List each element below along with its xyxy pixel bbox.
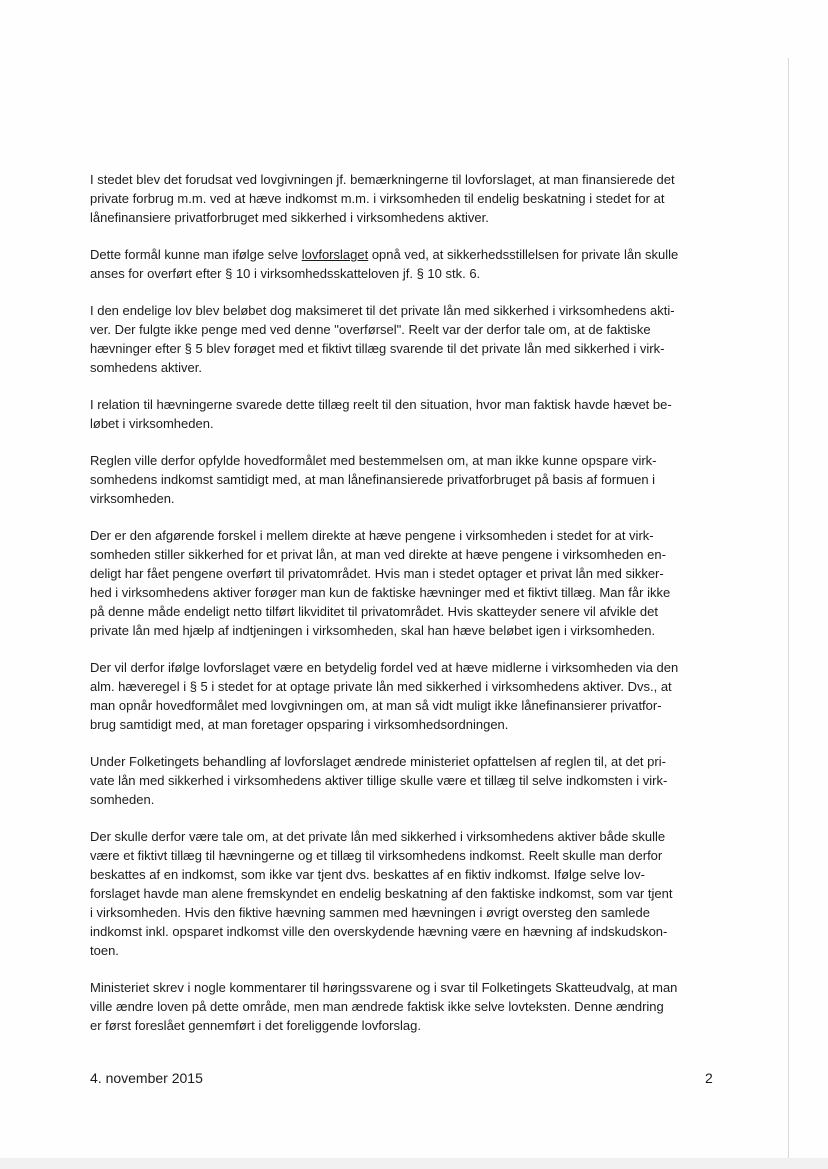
paragraph-10 [90,978,750,1035]
page-edge-line [788,58,789,1158]
text-line: beskattes af en indkomst, som ikke var tjent dvs. beskattes af en fiktiv indkomst. Ifølge selve lov- [90,867,645,882]
paragraph-5 [90,451,750,508]
text-line: ver. Der fulgte ikke penge med ved denne "overførsel". Reelt var der derfor tale om, at de faktiske [90,322,651,337]
paragraph-4 [90,395,750,433]
underlined-word-lovforslaget: lovforslaget [301,247,369,262]
text-segment: opnå ved, at sikkerhedsstillelsen for private lån skulle [368,247,679,262]
text-line: forslaget havde man alene fremskyndet en endelig beskatning af den faktiske indkomst, som var tjent [90,886,673,901]
text-line: somheden stiller sikkerhed for et privat lån, at man ved direkte at hæve pengene i virksomheden en- [90,547,666,562]
text-line: ville ændre loven på dette område, men man ændrede faktisk ikke selve lovteksten. Denne ændring [90,999,664,1014]
text-line: Reglen ville derfor opfylde hovedformålet med bestemmelsen om, at man ikke kunne opspare virk- [90,453,657,468]
text-line: Under Folketingets behandling af lovforslaget ændrede ministeriet opfattelsen af reglen til, at det pri- [90,754,666,769]
text-line: Der vil derfor ifølge lovforslaget være en betydelig fordel ved at hæve midlerne i virksomheden via den [90,660,679,675]
text-line: på denne måde endeligt netto tilført likviditet til privatområdet. Hvis skatteyder senere vil afvikle det [90,604,658,619]
text-line: Der skulle derfor være tale om, at det private lån med sikkerhed i virksomhedens aktiver både skulle [90,829,666,844]
text-line: vate lån med sikkerhed i virksomhedens aktiver tillige skulle være et tillæg til selve indkomsten i virk- [90,773,668,788]
paragraph-3 [90,301,750,377]
paragraph-2 [90,245,750,283]
text-line: anses for overført efter § 10 i virksomhedsskatteloven jf. § 10 stk. 6. [90,266,481,281]
text-line: I den endelige lov blev beløbet dog maksimeret til det private lån med sikkerhed i virksomhedens akti- [90,303,675,318]
text-line: I relation til hævningerne svarede dette tillæg reelt til den situation, hvor man faktisk havde hævet be- [90,397,672,412]
text-line: private lån med hjælp af indtjeningen i virksomheden, skal han hæve beløbet igen i virksomheden. [90,623,656,638]
paragraph-8 [90,752,750,809]
paragraph-1 [90,170,750,227]
text-line: private forbrug m.m. ved at hæve indkomst m.m. i virksomheden til endelig beskatning i stedet for at [90,191,665,206]
document-body [90,170,750,1053]
text-line: somhedens indkomst samtidigt med, at man lånefinansierede privatforbruget på basis af formuen i [90,472,656,487]
text-line: løbet i virksomheden. [90,416,214,431]
text-line: toen. [90,943,119,958]
text-line: hævninger efter § 5 blev forøget med et fiktivt tillæg svarende til det private lån med sikkerhed i virk- [90,341,665,356]
text-line: deligt har fået pengene overført til privatområdet. Hvis man i stedet optager et privat lån med sikker- [90,566,664,581]
text-segment: Dette formål kunne man ifølge selve [90,247,302,262]
text-line: hed i virksomhedens aktiver forøger man kun de faktiske hævninger med et fiktivt tillæg. Man får ikke [90,585,671,600]
page-number: 2 [705,1070,713,1086]
text-line: alm. hæveregel i § 5 i stedet for at optage private lån med sikkerhed i virksomhedens aktiver. Dvs., at [90,679,672,694]
footer-date: 4. november 2015 [90,1070,203,1086]
text-line: man opnår hovedformålet med lovgivningen om, at man så vidt muligt ikke lånefinansierer privatfor- [90,698,662,713]
text-line: være et fiktivt tillæg til hævningerne og et tillæg til virksomhedens indkomst. Reelt skulle man derfor [90,848,663,863]
text-line: I stedet blev det forudsat ved lovgivningen jf. bemærkningerne til lovforslaget, at man finansierede det [90,172,675,187]
text-line: lånefinansiere privatforbruget med sikkerhed i virksomhedens aktiver. [90,210,489,225]
paragraph-7 [90,658,750,734]
text-line: brug samtidigt med, at man foretager opsparing i virksomhedsordningen. [90,717,509,732]
text-line: somhedens aktiver. [90,360,203,375]
page-bottom-shade [0,1158,828,1169]
text-line: somheden. [90,792,155,807]
paragraph-9 [90,827,750,960]
text-line: indkomst inkl. opsparet indkomst ville den overskydende hævning være en hævning af indskudskon- [90,924,668,939]
text-line: er først foreslået gennemført i det foreliggende lovforslag. [90,1018,421,1033]
text-line: Der er den afgørende forskel i mellem direkte at hæve pengene i virksomheden i stedet for at virk- [90,528,654,543]
paragraph-6 [90,526,750,640]
text-line: i virksomheden. Hvis den fiktive hævning sammen med hævningen i øvrigt oversteg den samlede [90,905,650,920]
text-line: virksomheden. [90,491,175,506]
text-line: Ministeriet skrev i nogle kommentarer til høringssvarene og i svar til Folketingets Skatteudvalg, at man [90,980,678,995]
